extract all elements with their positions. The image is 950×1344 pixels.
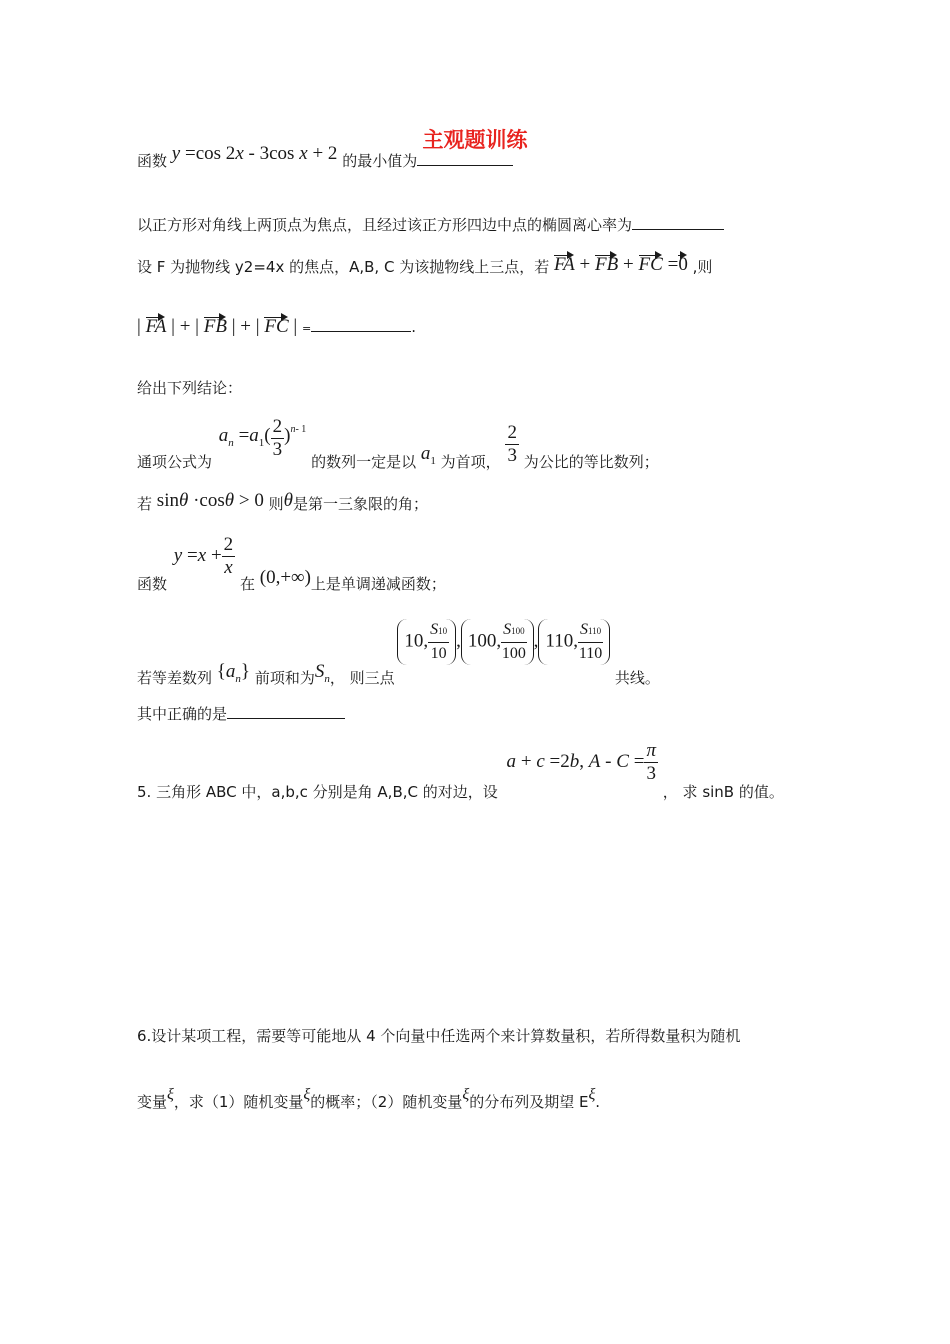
q3-equals: = (302, 322, 312, 335)
q1-formula: y =cos 2x - 3cos x + 2 (171, 143, 338, 164)
item2-suffix: 是第一三象限的角； (293, 495, 429, 513)
q6-part-e: . (595, 1093, 601, 1111)
item3-suffix: 上是单调递减函数； (310, 575, 446, 593)
item3-prefix: 函数 (137, 575, 168, 593)
item1-mid2: 为首项， (440, 453, 501, 471)
item4-mid: 前项和为 (254, 668, 315, 687)
question-2 (137, 214, 724, 235)
q5-prefix: 5. 三角形 ABC 中，a,b,c 分别是角 A,B,C 的对边，设 (137, 783, 498, 801)
xi-symbol: ξ (588, 1086, 596, 1103)
question-4-intro: 给出下列结论： (137, 379, 243, 397)
item1-suffix: 为公比的等比数列； (523, 453, 659, 471)
item4-seq: $\{a_n\}$ (216, 660, 251, 685)
q1-answer-blank (417, 151, 513, 166)
question-4-item-1 (137, 408, 659, 471)
item4-points: 10, $\frac{S10}{10}$ , 100, $\frac{S100}{100}$ , 110, $\frac{S110}{110}$ (397, 619, 610, 665)
q4-answer-blank (227, 704, 345, 719)
q5-suffix: ， 求 sinB 的值。 (662, 783, 784, 801)
q6-part-c: 的概率；（2）随机变量 (310, 1093, 463, 1111)
q3-suffix: ,则 (692, 258, 713, 276)
q1-suffix: 的最小值为 (342, 152, 418, 170)
item1-ratio: $\frac{2}{3}$ (507, 422, 517, 466)
question-3-line-2 (137, 316, 416, 338)
item3-formula: y =x + $\frac{2}{x}$ (173, 534, 234, 578)
q3-end: . (411, 318, 417, 336)
question-6-line-2 (137, 1086, 601, 1112)
item2-theta: θ (283, 490, 293, 511)
xi-symbol: ξ (167, 1086, 174, 1103)
item3-mid: 在 (239, 575, 255, 593)
item2-mid: 则 (268, 495, 284, 513)
q3-vector-sum: FA + FB + FC =0 (554, 254, 688, 275)
xi-symbol: ξ (303, 1086, 311, 1103)
item1-prefix: 通项公式为 (137, 453, 213, 471)
xi-symbol: ξ (462, 1086, 470, 1103)
q6-part-a: 变量 (137, 1093, 168, 1111)
item1-formula: $a_n =a_1$( $\frac{2}{3}$ )$^{n- 1}$ (218, 416, 307, 460)
q3-abs-sum: | FA | + | FB | + | FC | (137, 316, 298, 337)
q2-text: 以正方形对角线上两顶点为焦点，且经过该正方形四边中点的椭圆离心率为 (137, 216, 633, 234)
q6-part-b: ，求（1）随机变量 (173, 1093, 304, 1111)
q1-prefix: 函数 (137, 152, 168, 170)
question-3-line-1 (137, 256, 712, 278)
question-4-conclusion (137, 703, 345, 724)
item3-interval: (0,+∞) (259, 567, 311, 588)
item4-prefix: 若等差数列 (137, 668, 213, 687)
item2-prefix: 若 (137, 495, 153, 513)
question-1 (137, 143, 513, 172)
question-4-item-2 (137, 490, 429, 515)
item2-formula: sinθ ·cosθ > 0 (156, 490, 264, 511)
item4-suffix: 共线。 (614, 668, 660, 687)
conclusion-text: 其中正确的是 (137, 705, 228, 723)
item1-mid: 的数列一定是以 (311, 453, 417, 471)
item1-a1: $a_1$ (420, 443, 436, 467)
q3-prefix: 设 F 为抛物线 y2=4x 的焦点，A,B, C 为该抛物线上三点，若 (137, 258, 550, 276)
q6-part-d: 的分布列及期望 E (469, 1093, 589, 1111)
question-6-line-1: 6.设计某项工程，需要等可能地从 4 个向量中任选两个来计算数量积，若所得数量积为随机 (137, 1027, 741, 1045)
question-4-item-4 (137, 619, 660, 687)
question-5 (137, 740, 784, 801)
item4-sn: $S_n$ (314, 660, 330, 685)
item4-mid2: ， 则三点 (329, 668, 395, 687)
q3-answer-blank (311, 317, 411, 332)
q2-answer-blank (632, 215, 724, 230)
page-title: 主观题训练 (422, 128, 528, 152)
q5-formula: a + c =2b, A - C = $\frac{\pi}{3}$ (506, 740, 656, 784)
question-4-item-3 (137, 534, 446, 593)
